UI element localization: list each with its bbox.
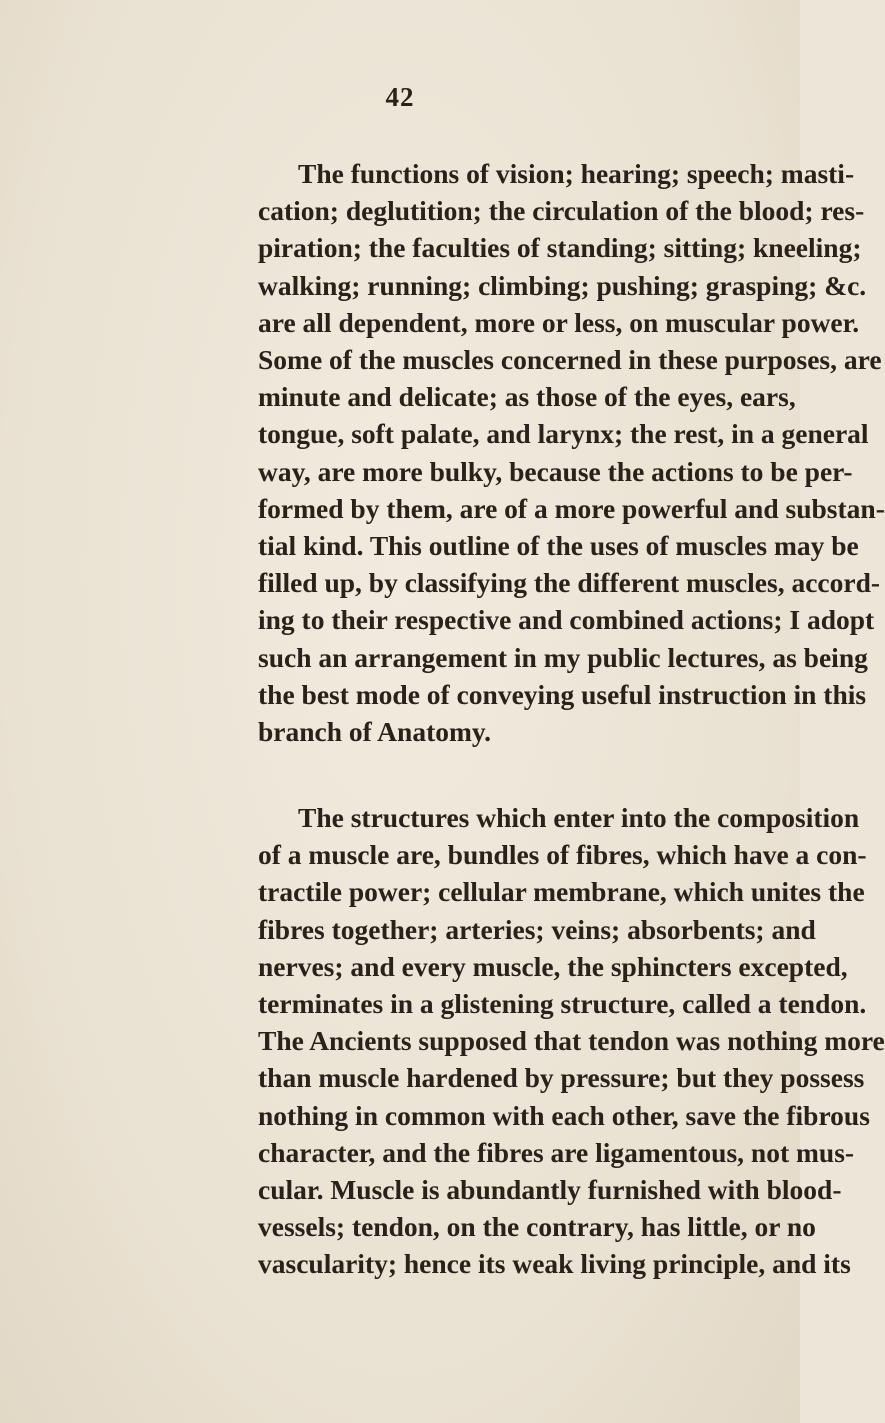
paragraph-line: branch of Anatomy.: [258, 716, 492, 748]
paragraph-line: formed by them, are of a more powerful and substan-: [258, 492, 885, 524]
paragraph-line: vessels; tendon, on the contrary, has little, or no: [258, 1211, 816, 1243]
paragraph-line: tial kind. This outline of the uses of muscles may be: [258, 530, 859, 562]
paragraph-line: The structures which enter into the composition: [298, 802, 860, 833]
paragraph-line: fibres together; arteries; veins; absorbents; and: [258, 913, 816, 945]
page-number: 42: [385, 82, 415, 112]
paragraph-line: terminates in a glistening structure, called a tendon.: [258, 988, 867, 1020]
paragraph-line: tractile power; cellular membrane, which unites the: [258, 876, 865, 908]
paragraph-line: filled up, by classifying the different muscles, accord-: [258, 567, 881, 599]
paragraph-line: than muscle hardened by pressure; but they possess: [258, 1062, 865, 1094]
paragraph-line: vascularity; hence its weak living principle, and its: [258, 1248, 851, 1280]
paragraph-2: [258, 799, 885, 1283]
paragraph-line: way, are more bulky, because the actions to be per-: [258, 455, 853, 487]
paragraph-line: Some of the muscles concerned in these purposes, are: [258, 344, 882, 376]
paragraph-line: The functions of vision; hearing; speech; masti-: [298, 158, 855, 189]
paragraph-line: the best mode of conveying useful instruction in this: [258, 678, 867, 710]
paragraph-line: The Ancients supposed that tendon was nothing more: [258, 1025, 885, 1057]
paragraph-line: walking; running; climbing; pushing; grasping; &c.: [258, 269, 867, 301]
paragraph-line: of a muscle are, bundles of fibres, which have a con-: [258, 839, 867, 871]
paragraph-line: cular. Muscle is abundantly furnished with blood-: [258, 1174, 842, 1206]
paragraph-line: tongue, soft palate, and larynx; the rest, in a general: [258, 418, 869, 450]
paragraph-line: minute and delicate; as those of the eyes, ears,: [258, 381, 796, 413]
paragraph-line: piration; the faculties of standing; sitting; kneeling;: [258, 232, 862, 264]
paragraph-line: nerves; and every muscle, the sphincters excepted,: [258, 950, 848, 982]
paragraph-line: character, and the fibres are ligamentous, not mus-: [258, 1136, 855, 1168]
paragraph-1: [258, 155, 885, 750]
paragraph-line: ing to their respective and combined actions; I adopt: [258, 604, 875, 636]
paragraph-line: cation; deglutition; the circulation of the blood; res-: [258, 195, 865, 227]
paragraph-line: are all dependent, more or less, on muscular power.: [258, 306, 860, 338]
paragraph-line: nothing in common with each other, save the fibrous: [258, 1099, 870, 1131]
paragraph-line: such an arrangement in my public lectures, as being: [258, 641, 868, 673]
